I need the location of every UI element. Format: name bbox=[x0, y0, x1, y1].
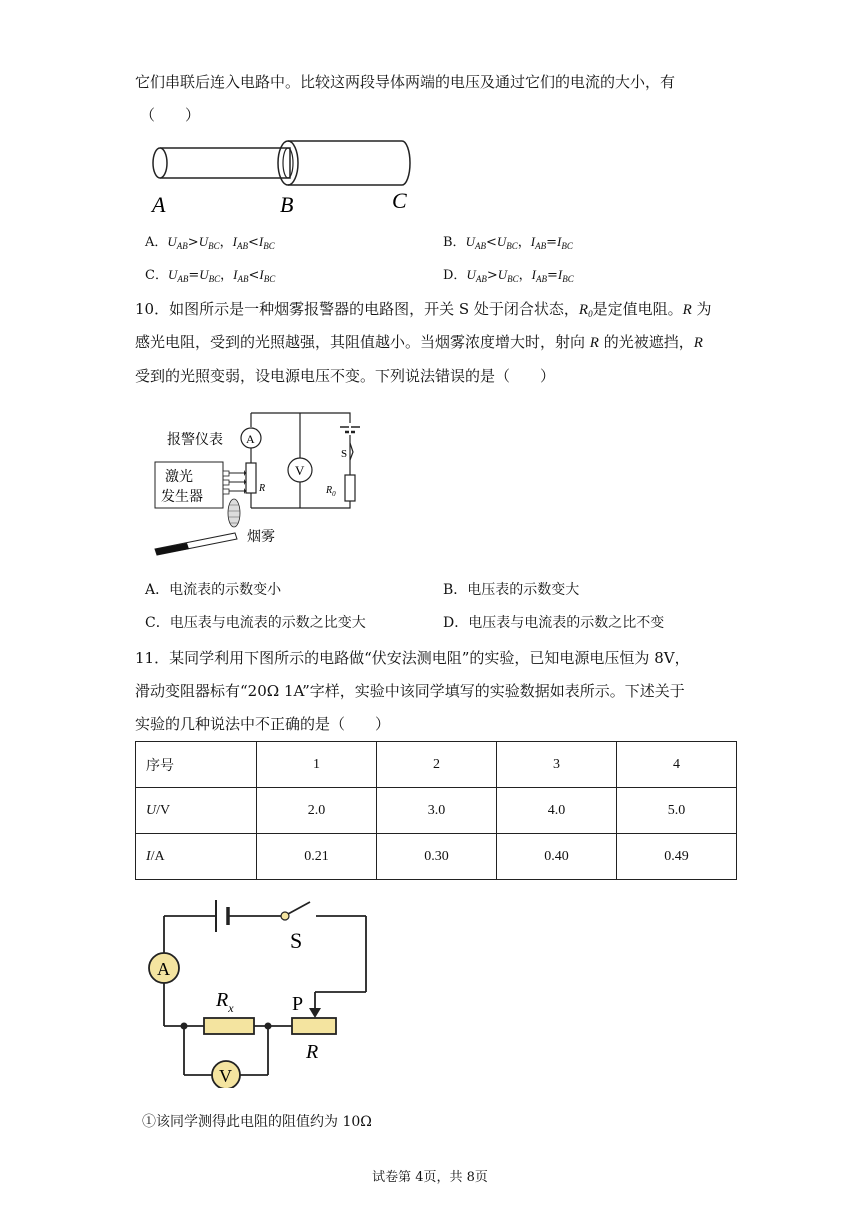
rx-label: $R_x$ bbox=[216, 989, 234, 1015]
label-b: B bbox=[280, 192, 294, 217]
switch-label: S bbox=[341, 448, 348, 460]
photoresistor-label: R bbox=[259, 483, 266, 494]
laser-label-1: 激光 bbox=[165, 469, 193, 485]
table-header-cell: 1 bbox=[257, 742, 377, 788]
table-header-cell: 2 bbox=[377, 742, 497, 788]
q10-option-c[interactable]: C．电压表与电流表的示数之比变大 bbox=[145, 615, 366, 631]
q11-text-line-2: 滑动变阻器标有“20Ω 1A”字样，实验中该同学填写的实验数据如表所示。下述关于 bbox=[135, 682, 685, 700]
q10-text-line-1: 10．如图所示是一种烟雾报警器的电路图，开关 S 处于闭合状态，$R_0$是定值电阻。R 为 bbox=[135, 300, 712, 319]
table-header-cell: 4 bbox=[617, 742, 737, 788]
q9-conductor-figure bbox=[140, 135, 430, 220]
q11-statement-1: ①该同学测得此电阻的阻值约为 10Ω bbox=[142, 1114, 372, 1130]
q9-text-line-1: 它们串联后连入电路中。比较这两段导体两端的电压及通过它们的电流的大小，有 bbox=[135, 73, 676, 91]
table-cell: 2.0 bbox=[257, 788, 377, 834]
table-row-current bbox=[136, 834, 737, 880]
table-header-cell: 3 bbox=[497, 742, 617, 788]
q10-text-line-3: 受到的光照变弱，设电源电压不变。下列说法错误的是（ ） bbox=[135, 367, 556, 385]
q10-option-a[interactable]: A．电流表的示数变小 bbox=[145, 582, 282, 598]
q10-option-b[interactable]: B．电压表的示数变大 bbox=[443, 582, 580, 598]
rheostat-label: R bbox=[306, 1041, 319, 1063]
table-cell: 0.49 bbox=[617, 834, 737, 880]
q11-text-line-3: 实验的几种说法中不正确的是（ ） bbox=[135, 715, 391, 733]
q9-option-b[interactable]: B．$U_{AB}<U_{BC}$，$I_{AB}=I_{BC}$ bbox=[443, 234, 573, 251]
q10-option-d[interactable]: D．电压表与电流表的示数之比不变 bbox=[443, 615, 665, 631]
q9-answer-paren: （ ） bbox=[140, 106, 201, 124]
smoke-alarm-circuit-figure bbox=[145, 405, 385, 565]
ammeter-symbol: A bbox=[157, 959, 170, 979]
ammeter-symbol: A bbox=[246, 432, 255, 446]
table-cell: 0.30 bbox=[377, 834, 497, 880]
current-row-label: I/A bbox=[136, 834, 257, 880]
q9-option-c[interactable]: C．$U_{AB}=U_{BC}$，$I_{AB}<I_{BC}$ bbox=[145, 267, 276, 284]
alarm-meter-label: 报警仪表 bbox=[167, 432, 223, 448]
table-cell: 4.0 bbox=[497, 788, 617, 834]
slider-label: P bbox=[292, 993, 304, 1015]
q9-option-a[interactable]: A．$U_{AB}>U_{BC}$，$I_{AB}<I_{BC}$ bbox=[145, 234, 275, 251]
page-footer: 试卷第 4页，共 8页 bbox=[372, 1170, 488, 1185]
switch-label: S bbox=[290, 928, 303, 953]
experiment-data-table bbox=[135, 741, 737, 880]
q11-text-line-1: 11．某同学利用下图所示的电路做“伏安法测电阻”的实验，已知电源电压恒为 8V， bbox=[135, 649, 690, 667]
q9-option-d[interactable]: D．$U_{AB}>U_{BC}$，$I_{AB}=I_{BC}$ bbox=[443, 267, 574, 284]
table-cell: 0.40 bbox=[497, 834, 617, 880]
voltmeter-symbol: V bbox=[295, 463, 305, 478]
fixed-resistor-label: $R_0$ bbox=[326, 485, 336, 498]
smoke-label: 烟雾 bbox=[247, 529, 275, 545]
table-cell: 5.0 bbox=[617, 788, 737, 834]
table-header-label: 序号 bbox=[136, 742, 257, 788]
table-row-voltage bbox=[136, 788, 737, 834]
voltmeter-symbol: V bbox=[219, 1066, 232, 1086]
label-a: A bbox=[152, 192, 166, 217]
table-header-row bbox=[136, 742, 737, 788]
label-c: C bbox=[392, 188, 407, 213]
voltage-row-label: U/V bbox=[136, 788, 257, 834]
q10-text-line-2: 感光电阻，受到的光照越强，其阻值越小。当烟雾浓度增大时，射向 R 的光被遮挡，R bbox=[135, 333, 703, 351]
laser-label-2: 发生器 bbox=[161, 489, 203, 505]
voltammetry-circuit-figure bbox=[140, 888, 380, 1088]
table-cell: 3.0 bbox=[377, 788, 497, 834]
table-cell: 0.21 bbox=[257, 834, 377, 880]
